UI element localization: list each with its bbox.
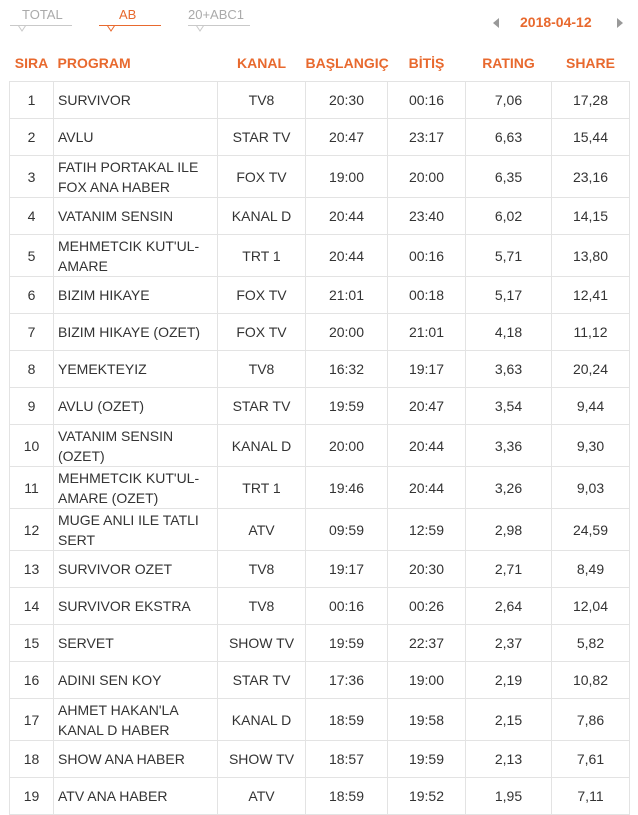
cell-end: 00:26 — [388, 588, 466, 625]
cell-start: 19:46 — [306, 467, 388, 509]
cell-end: 12:59 — [388, 509, 466, 551]
cell-program: FATIH PORTAKAL ILE FOX ANA HABER — [54, 156, 218, 198]
cell-share: 8,49 — [552, 551, 630, 588]
table-row — [10, 388, 630, 425]
cell-end: 20:44 — [388, 425, 466, 467]
cell-rank: 16 — [10, 662, 54, 699]
cell-share: 17,28 — [552, 82, 630, 119]
cell-start: 20:44 — [306, 198, 388, 235]
cell-share: 9,30 — [552, 425, 630, 467]
cell-rating: 2,13 — [466, 741, 552, 778]
cell-rank: 7 — [10, 314, 54, 351]
cell-end: 22:37 — [388, 625, 466, 662]
cell-rating: 5,17 — [466, 277, 552, 314]
table-row — [10, 119, 630, 156]
table-row — [10, 588, 630, 625]
cell-rating: 6,63 — [466, 119, 552, 156]
cell-share: 12,41 — [552, 277, 630, 314]
caret-icon — [18, 25, 26, 33]
cell-end: 00:16 — [388, 235, 466, 277]
table-row — [10, 699, 630, 741]
cell-end: 20:30 — [388, 551, 466, 588]
cell-start: 19:59 — [306, 625, 388, 662]
cell-channel: SHOW TV — [218, 625, 306, 662]
cell-start: 21:01 — [306, 277, 388, 314]
cell-end: 20:47 — [388, 388, 466, 425]
tab-20-abc1[interactable] — [188, 7, 250, 31]
column-header-program: PROGRAM — [57, 54, 131, 71]
cell-share: 11,12 — [552, 314, 630, 351]
cell-rating: 2,98 — [466, 509, 552, 551]
cell-rating: 2,15 — [466, 699, 552, 741]
cell-channel: STAR TV — [218, 119, 306, 156]
tab-total[interactable] — [10, 7, 72, 31]
cell-rating: 7,06 — [466, 82, 552, 119]
tab-total-label: TOTAL — [22, 7, 63, 22]
cell-end: 19:59 — [388, 741, 466, 778]
cell-start: 09:59 — [306, 509, 388, 551]
cell-end: 19:58 — [388, 699, 466, 741]
cell-channel: TV8 — [218, 588, 306, 625]
cell-end: 20:00 — [388, 156, 466, 198]
cell-rank: 9 — [10, 388, 54, 425]
column-header-rank: SIRA — [14, 54, 49, 71]
column-header-share: SHARE — [565, 54, 615, 71]
cell-rating: 2,71 — [466, 551, 552, 588]
cell-program: SURVIVOR EKSTRA — [54, 588, 218, 625]
cell-rating: 3,63 — [466, 351, 552, 388]
cell-channel: STAR TV — [218, 388, 306, 425]
cell-rank: 14 — [10, 588, 54, 625]
cell-end: 00:18 — [388, 277, 466, 314]
table-row — [10, 625, 630, 662]
cell-share: 10,82 — [552, 662, 630, 699]
cell-rating: 6,35 — [466, 156, 552, 198]
cell-start: 18:59 — [306, 699, 388, 741]
column-header-end: BİTİŞ — [408, 54, 445, 71]
cell-program: ATV ANA HABER — [54, 778, 218, 815]
cell-channel: TRT 1 — [218, 467, 306, 509]
selected-date[interactable]: 2018-04-12 — [520, 14, 592, 30]
cell-share: 7,11 — [552, 778, 630, 815]
cell-share: 13,80 — [552, 235, 630, 277]
cell-rank: 19 — [10, 778, 54, 815]
chevron-left-icon[interactable] — [490, 16, 502, 30]
table-row — [10, 235, 630, 277]
cell-share: 9,03 — [552, 467, 630, 509]
cell-channel: KANAL D — [218, 425, 306, 467]
cell-rating: 3,36 — [466, 425, 552, 467]
cell-channel: TRT 1 — [218, 235, 306, 277]
table-row — [10, 82, 630, 119]
cell-program: SERVET — [54, 625, 218, 662]
cell-end: 21:01 — [388, 314, 466, 351]
cell-channel: TV8 — [218, 551, 306, 588]
cell-program: AVLU — [54, 119, 218, 156]
cell-end: 23:40 — [388, 198, 466, 235]
cell-channel: TV8 — [218, 351, 306, 388]
cell-share: 7,86 — [552, 699, 630, 741]
table-row — [10, 551, 630, 588]
cell-channel: ATV — [218, 509, 306, 551]
cell-share: 12,04 — [552, 588, 630, 625]
cell-channel: FOX TV — [218, 314, 306, 351]
cell-end: 23:17 — [388, 119, 466, 156]
cell-channel: SHOW TV — [218, 741, 306, 778]
cell-program: BIZIM HIKAYE — [54, 277, 218, 314]
table-row — [10, 425, 630, 467]
cell-rank: 13 — [10, 551, 54, 588]
cell-program: SURVIVOR — [54, 82, 218, 119]
cell-rank: 11 — [10, 467, 54, 509]
cell-rating: 6,02 — [466, 198, 552, 235]
cell-share: 14,15 — [552, 198, 630, 235]
cell-rating: 5,71 — [466, 235, 552, 277]
cell-start: 20:44 — [306, 235, 388, 277]
cell-start: 18:59 — [306, 778, 388, 815]
date-navigator — [490, 14, 630, 32]
cell-rating: 3,54 — [466, 388, 552, 425]
cell-start: 20:47 — [306, 119, 388, 156]
table-row — [10, 156, 630, 198]
cell-share: 7,61 — [552, 741, 630, 778]
cell-rank: 15 — [10, 625, 54, 662]
cell-share: 24,59 — [552, 509, 630, 551]
tab-ab-label: AB — [119, 7, 137, 22]
column-header-start: BAŞLANGIÇ — [305, 54, 389, 71]
chevron-right-icon[interactable] — [614, 16, 626, 30]
table-row — [10, 314, 630, 351]
cell-rank: 4 — [10, 198, 54, 235]
cell-start: 17:36 — [306, 662, 388, 699]
cell-rank: 10 — [10, 425, 54, 467]
cell-start: 19:17 — [306, 551, 388, 588]
table-row — [10, 778, 630, 815]
cell-program: MUGE ANLI ILE TATLI SERT — [54, 509, 218, 551]
cell-rank: 3 — [10, 156, 54, 198]
ratings-table — [9, 44, 630, 815]
cell-channel: FOX TV — [218, 156, 306, 198]
table-row — [10, 662, 630, 699]
cell-share: 20,24 — [552, 351, 630, 388]
column-header-channel: KANAL — [237, 54, 286, 71]
cell-rank: 5 — [10, 235, 54, 277]
cell-program: AVLU (OZET) — [54, 388, 218, 425]
cell-channel: FOX TV — [218, 277, 306, 314]
cell-rating: 2,19 — [466, 662, 552, 699]
cell-channel: TV8 — [218, 82, 306, 119]
cell-rank: 18 — [10, 741, 54, 778]
table-row — [10, 198, 630, 235]
tab-ab[interactable] — [99, 7, 161, 31]
cell-rank: 17 — [10, 699, 54, 741]
cell-program: BIZIM HIKAYE (OZET) — [54, 314, 218, 351]
table-row — [10, 509, 630, 551]
cell-program: MEHMETCIK KUT'UL-AMARE (OZET) — [54, 467, 218, 509]
cell-program: SHOW ANA HABER — [54, 741, 218, 778]
table-body — [10, 82, 630, 815]
caret-icon — [107, 25, 115, 33]
cell-program: ADINI SEN KOY — [54, 662, 218, 699]
table-row — [10, 351, 630, 388]
cell-start: 16:32 — [306, 351, 388, 388]
cell-end: 19:52 — [388, 778, 466, 815]
cell-end: 20:44 — [388, 467, 466, 509]
cell-start: 18:57 — [306, 741, 388, 778]
cell-rank: 12 — [10, 509, 54, 551]
cell-end: 19:00 — [388, 662, 466, 699]
cell-start: 19:00 — [306, 156, 388, 198]
cell-channel: KANAL D — [218, 198, 306, 235]
cell-program: YEMEKTEYIZ — [54, 351, 218, 388]
cell-rank: 8 — [10, 351, 54, 388]
cell-program: VATANIM SENSIN — [54, 198, 218, 235]
cell-program: MEHMETCIK KUT'UL-AMARE — [54, 235, 218, 277]
cell-end: 00:16 — [388, 82, 466, 119]
cell-channel: KANAL D — [218, 699, 306, 741]
cell-start: 00:16 — [306, 588, 388, 625]
cell-start: 20:30 — [306, 82, 388, 119]
cell-start: 20:00 — [306, 314, 388, 351]
cell-start: 19:59 — [306, 388, 388, 425]
cell-rating: 2,37 — [466, 625, 552, 662]
cell-end: 19:17 — [388, 351, 466, 388]
cell-share: 5,82 — [552, 625, 630, 662]
cell-rating: 3,26 — [466, 467, 552, 509]
column-header-rating: RATING — [482, 54, 535, 71]
cell-program: AHMET HAKAN'LA KANAL D HABER — [54, 699, 218, 741]
cell-share: 23,16 — [552, 156, 630, 198]
cell-program: SURVIVOR OZET — [54, 551, 218, 588]
cell-share: 15,44 — [552, 119, 630, 156]
cell-rank: 6 — [10, 277, 54, 314]
cell-rank: 2 — [10, 119, 54, 156]
cell-program: VATANIM SENSIN (OZET) — [54, 425, 218, 467]
caret-icon — [196, 25, 204, 33]
table-row — [10, 741, 630, 778]
cell-start: 20:00 — [306, 425, 388, 467]
cell-channel: STAR TV — [218, 662, 306, 699]
cell-rating: 2,64 — [466, 588, 552, 625]
tab-20-abc1-label: 20+ABC1 — [188, 7, 245, 22]
cell-share: 9,44 — [552, 388, 630, 425]
cell-rating: 4,18 — [466, 314, 552, 351]
table-header — [10, 44, 630, 82]
cell-rating: 1,95 — [466, 778, 552, 815]
cell-rank: 1 — [10, 82, 54, 119]
cell-channel: ATV — [218, 778, 306, 815]
table-row — [10, 277, 630, 314]
table-row — [10, 467, 630, 509]
